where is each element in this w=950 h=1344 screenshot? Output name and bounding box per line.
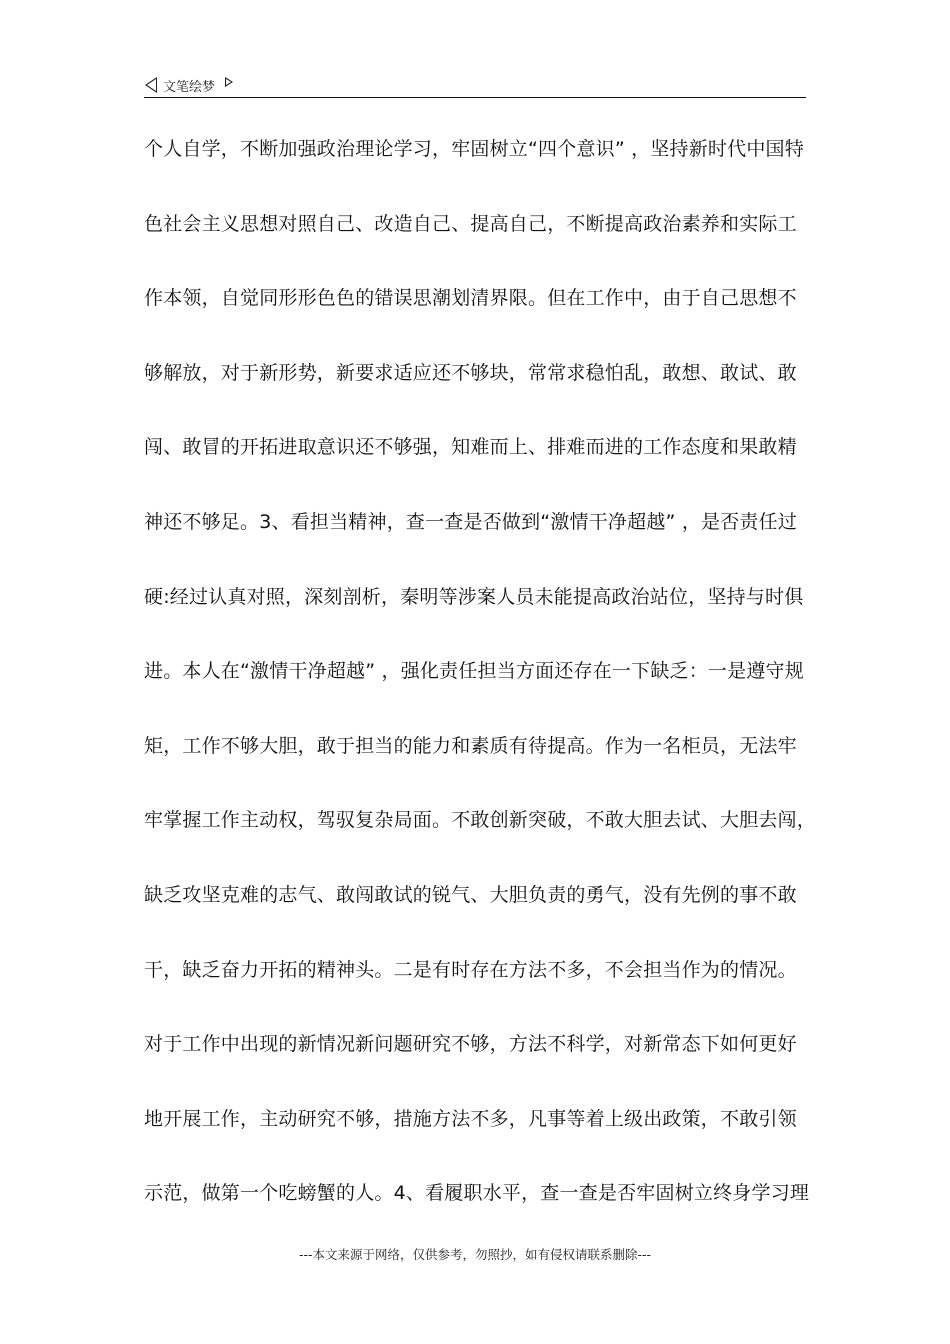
body-line: 个人自学，不断加强政治理论学习，牢固树立“四个意识” ，坚持新时代中国特 — [144, 138, 804, 160]
body-line: 硬:经过认真对照，深刻剖析，秦明等涉案人员未能提高政治站位，坚持与时俱 — [144, 585, 804, 608]
document-body — [144, 131, 817, 1250]
header-divider — [144, 97, 806, 98]
body-line: 示范，做第一个吃螃蟹的人。4、看履职水平，查一查是否牢固树立终身学习理 — [144, 1182, 810, 1205]
footer-notice: ---本文来源于网络，仅供参考，勿照抄，如有侵权请联系删除--- — [298, 1247, 652, 1262]
body-line: 够解放，对于新形势，新要求适应还不够块，常常求稳怕乱，敢想、敢试、敢 — [144, 361, 797, 384]
body-line: 牢掌握工作主动权，驾驭复杂局面。不敢创新突破，不敢大胆去试、大胆去闯， — [144, 809, 817, 832]
body-line: 缺乏攻坚克难的志气、敢闯敢试的锐气、大胆负责的勇气，没有先例的事不敢 — [144, 883, 797, 906]
body-line: 神还不够足。3、看担当精神，查一查是否做到“激情干净超越” ，是否责任过 — [144, 510, 798, 533]
body-line: 色社会主义思想对照自己、改造自己、提高自己，不断提高政治素养和实际工 — [144, 212, 797, 235]
body-line: 闯、敢冒的开拓进取意识还不够强，知难而上、排难而进的工作态度和果敢精 — [144, 436, 797, 459]
body-line: 矩，工作不够大胆，敢于担当的能力和素质有待提高。作为一名柜员，无法牢 — [144, 734, 797, 757]
body-line: 对于工作中出现的新情况新问题研究不够，方法不科学，对新常态下如何更好 — [144, 1033, 797, 1056]
body-line: 作本领，自觉同形形色色的错误思潮划清界限。但在工作中，由于自己思想不 — [144, 287, 797, 310]
triangle-right-outline-icon — [225, 77, 233, 87]
body-line: 干，缺乏奋力开拓的精神头。二是有时存在方法不多，不会担当作为的情况。 — [144, 958, 797, 981]
body-line: 进。本人在“激情干净超越” ，强化责任担当方面还存在一下缺乏：一是遵守规 — [144, 660, 804, 683]
header-title: 文笔绘梦 — [163, 79, 216, 95]
body-line: 地开展工作，主动研究不够，措施方法不多，凡事等着上级出政策，不敢引领 — [144, 1107, 797, 1130]
triangle-left-outline-icon — [145, 77, 157, 93]
page-header — [145, 74, 233, 96]
